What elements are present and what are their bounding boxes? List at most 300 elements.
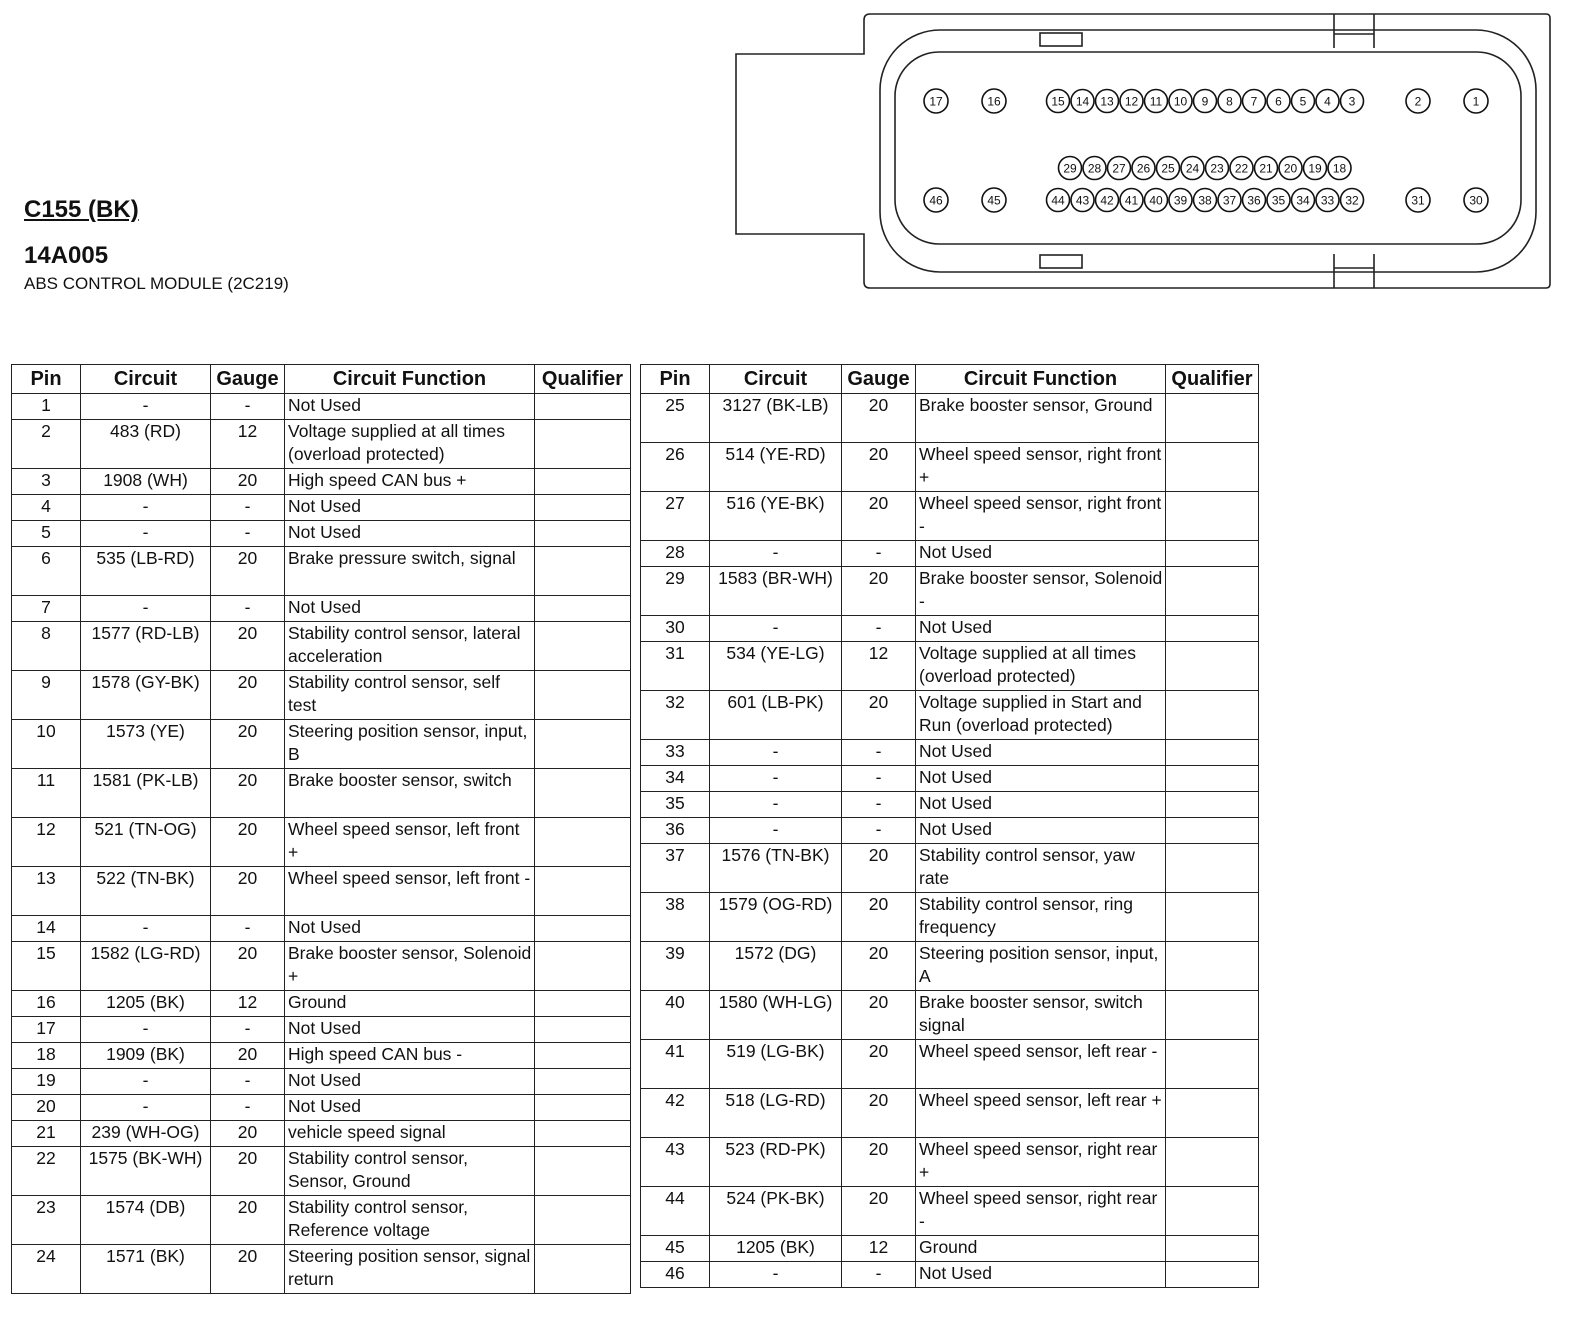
svg-text:44: 44 <box>1051 193 1065 208</box>
connector-pin-19 <box>1304 157 1327 180</box>
qualifier-cell <box>1166 1187 1259 1236</box>
function-cell: Not Used <box>285 596 535 622</box>
pin-cell: 43 <box>641 1138 710 1187</box>
svg-text:17: 17 <box>929 94 943 109</box>
svg-text:43: 43 <box>1075 193 1090 208</box>
gauge-cell: 20 <box>211 867 285 916</box>
function-cell: Steering position sensor, input, A <box>916 942 1166 991</box>
function-cell: Wheel speed sensor, right rear - <box>916 1187 1166 1236</box>
qualifier-cell <box>1166 691 1259 740</box>
table-row <box>641 443 1259 492</box>
gauge-cell: 20 <box>842 942 916 991</box>
circuit-cell: - <box>81 1017 211 1043</box>
function-cell: High speed CAN bus + <box>285 469 535 495</box>
pin-cell: 26 <box>641 443 710 492</box>
qualifier-cell <box>535 818 631 867</box>
circuit-cell: - <box>710 616 842 642</box>
svg-text:12: 12 <box>1124 94 1139 109</box>
pin-cell: 36 <box>641 818 710 844</box>
table-row <box>12 720 631 769</box>
pin-cell: 14 <box>12 916 81 942</box>
circuit-cell: 519 (LG-BK) <box>710 1040 842 1089</box>
pin-cell: 21 <box>12 1121 81 1147</box>
gauge-cell: - <box>842 818 916 844</box>
function-cell: Brake booster sensor, Solenoid - <box>916 567 1166 616</box>
table-row <box>641 1040 1259 1089</box>
qualifier-cell <box>1166 1262 1259 1288</box>
table-row <box>12 469 631 495</box>
pin-cell: 16 <box>12 991 81 1017</box>
col-header-gauge: Gauge <box>211 365 285 394</box>
qualifier-cell <box>1166 394 1259 443</box>
gauge-cell: 12 <box>842 1236 916 1262</box>
function-cell: Stability control sensor, Sensor, Ground <box>285 1147 535 1196</box>
function-cell: Wheel speed sensor, left front - <box>285 867 535 916</box>
pin-cell: 30 <box>641 616 710 642</box>
svg-text:28: 28 <box>1087 161 1102 176</box>
svg-text:15: 15 <box>1051 94 1065 109</box>
function-cell: Stability control sensor, yaw rate <box>916 844 1166 893</box>
svg-text:34: 34 <box>1296 193 1310 208</box>
qualifier-cell <box>1166 642 1259 691</box>
table-row <box>12 495 631 521</box>
function-cell: Not Used <box>285 1095 535 1121</box>
function-cell: Steering position sensor, input, B <box>285 720 535 769</box>
function-cell: Ground <box>285 991 535 1017</box>
qualifier-cell <box>1166 991 1259 1040</box>
table-row <box>12 671 631 720</box>
circuit-cell: - <box>710 792 842 818</box>
svg-text:9: 9 <box>1201 94 1209 109</box>
connector-pin-33 <box>1316 189 1339 212</box>
latch-tab-top <box>1040 33 1082 46</box>
module-description: ABS CONTROL MODULE (2C219) <box>24 274 289 293</box>
circuit-cell: 1575 (BK-WH) <box>81 1147 211 1196</box>
function-cell: Not Used <box>916 766 1166 792</box>
table-header-row <box>641 365 1259 394</box>
pin-cell: 25 <box>641 394 710 443</box>
circuit-cell: 1574 (DB) <box>81 1196 211 1245</box>
qualifier-cell <box>535 596 631 622</box>
circuit-cell: 601 (LB-PK) <box>710 691 842 740</box>
table-row <box>12 547 631 596</box>
pin-cell: 9 <box>12 671 81 720</box>
pin-cell: 3 <box>12 469 81 495</box>
circuit-cell: 1583 (BR-WH) <box>710 567 842 616</box>
connector-pin-9 <box>1194 90 1217 113</box>
function-cell: Voltage supplied at all times (overload protected) <box>916 642 1166 691</box>
table-row <box>12 1043 631 1069</box>
connector-pin-30 <box>1464 188 1488 212</box>
gauge-cell: - <box>211 394 285 420</box>
connector-pin-26 <box>1132 157 1155 180</box>
circuit-cell: - <box>81 1095 211 1121</box>
qualifier-cell <box>1166 1089 1259 1138</box>
pin-cell: 33 <box>641 740 710 766</box>
circuit-cell: - <box>81 1069 211 1095</box>
function-cell: Wheel speed sensor, left front + <box>285 818 535 867</box>
qualifier-cell <box>1166 818 1259 844</box>
table-row <box>641 492 1259 541</box>
function-cell: Wheel speed sensor, right rear + <box>916 1138 1166 1187</box>
qualifier-cell <box>535 420 631 469</box>
gauge-cell: 20 <box>842 844 916 893</box>
connector-pin-23 <box>1206 157 1229 180</box>
col-header-pin: Pin <box>641 365 710 394</box>
connector-pin-8 <box>1218 90 1241 113</box>
svg-text:42: 42 <box>1100 193 1114 208</box>
connector-pin-44 <box>1047 189 1070 212</box>
function-cell: Not Used <box>916 1262 1166 1288</box>
table-row <box>641 394 1259 443</box>
gauge-cell: 20 <box>211 769 285 818</box>
connector-pin-27 <box>1108 157 1131 180</box>
pin-cell: 1 <box>12 394 81 420</box>
table-row <box>12 622 631 671</box>
key-slot-bottom <box>1334 254 1374 288</box>
gauge-cell: - <box>211 1069 285 1095</box>
circuit-cell: 535 (LB-RD) <box>81 547 211 596</box>
table-row <box>641 541 1259 567</box>
pin-cell: 29 <box>641 567 710 616</box>
pin-cell: 12 <box>12 818 81 867</box>
connector-pin-20 <box>1279 157 1302 180</box>
qualifier-cell <box>1166 567 1259 616</box>
circuit-cell: 523 (RD-PK) <box>710 1138 842 1187</box>
connector-pin-45 <box>982 188 1006 212</box>
gauge-cell: - <box>842 792 916 818</box>
gauge-cell: 20 <box>211 818 285 867</box>
pin-cell: 13 <box>12 867 81 916</box>
pin-cell: 39 <box>641 942 710 991</box>
pin-cell: 24 <box>12 1245 81 1294</box>
connector-pin-10 <box>1169 90 1192 113</box>
table-row <box>641 893 1259 942</box>
pin-cell: 42 <box>641 1089 710 1138</box>
pin-cell: 35 <box>641 792 710 818</box>
gauge-cell: - <box>842 616 916 642</box>
pin-cell: 31 <box>641 642 710 691</box>
gauge-cell: - <box>842 541 916 567</box>
svg-text:29: 29 <box>1063 161 1077 176</box>
connector-outer-shell <box>736 14 1550 288</box>
gauge-cell: 20 <box>842 1089 916 1138</box>
connector-inner-frame <box>880 30 1536 272</box>
gauge-cell: 20 <box>211 1147 285 1196</box>
circuit-cell: 1572 (DG) <box>710 942 842 991</box>
gauge-cell: 20 <box>211 1245 285 1294</box>
table-row <box>12 1095 631 1121</box>
pin-cell: 40 <box>641 991 710 1040</box>
table-row <box>641 1138 1259 1187</box>
table-row <box>12 596 631 622</box>
qualifier-cell <box>535 495 631 521</box>
pin-cell: 8 <box>12 622 81 671</box>
table-row <box>12 916 631 942</box>
connector-pin-3 <box>1341 90 1364 113</box>
function-cell: Not Used <box>285 521 535 547</box>
svg-text:40: 40 <box>1149 193 1163 208</box>
svg-text:10: 10 <box>1173 94 1188 109</box>
pin-cell: 34 <box>641 766 710 792</box>
svg-text:3: 3 <box>1348 94 1356 109</box>
pin-cell: 41 <box>641 1040 710 1089</box>
gauge-cell: - <box>211 916 285 942</box>
circuit-cell: 1582 (LG-RD) <box>81 942 211 991</box>
gauge-cell: 20 <box>211 671 285 720</box>
function-cell: Voltage supplied at all times (overload protected) <box>285 420 535 469</box>
table-row <box>641 792 1259 818</box>
table-row <box>12 942 631 991</box>
qualifier-cell <box>1166 541 1259 567</box>
qualifier-cell <box>535 991 631 1017</box>
table-row <box>12 1069 631 1095</box>
table-row <box>12 1121 631 1147</box>
gauge-cell: 20 <box>211 622 285 671</box>
table-row <box>12 1196 631 1245</box>
function-cell: Not Used <box>285 394 535 420</box>
table-row <box>12 867 631 916</box>
qualifier-cell <box>535 942 631 991</box>
qualifier-cell <box>1166 893 1259 942</box>
svg-text:1: 1 <box>1472 94 1480 109</box>
gauge-cell: 20 <box>842 1040 916 1089</box>
connector-pin-46 <box>924 188 948 212</box>
pin-cell: 22 <box>12 1147 81 1196</box>
svg-text:2: 2 <box>1414 94 1422 109</box>
qualifier-cell <box>1166 1236 1259 1262</box>
gauge-cell: 20 <box>842 1187 916 1236</box>
table-row <box>641 1236 1259 1262</box>
table-row <box>641 616 1259 642</box>
connector-pin-35 <box>1267 189 1290 212</box>
circuit-cell: 524 (PK-BK) <box>710 1187 842 1236</box>
svg-text:23: 23 <box>1210 161 1224 176</box>
connector-pin-22 <box>1230 157 1253 180</box>
qualifier-cell <box>535 394 631 420</box>
qualifier-cell <box>1166 740 1259 766</box>
connector-pin-17 <box>924 89 948 113</box>
gauge-cell: 20 <box>842 1138 916 1187</box>
svg-text:13: 13 <box>1100 94 1114 109</box>
svg-text:45: 45 <box>987 193 1001 208</box>
svg-text:19: 19 <box>1308 161 1322 176</box>
table-row <box>12 394 631 420</box>
pin-cell: 15 <box>12 942 81 991</box>
circuit-cell: - <box>710 541 842 567</box>
function-cell: Not Used <box>916 818 1166 844</box>
svg-text:46: 46 <box>929 193 943 208</box>
gauge-cell: 20 <box>211 942 285 991</box>
svg-text:26: 26 <box>1136 161 1151 176</box>
circuit-cell: 1579 (OG-RD) <box>710 893 842 942</box>
pin-cell: 20 <box>12 1095 81 1121</box>
connector-pin-12 <box>1120 90 1143 113</box>
svg-text:25: 25 <box>1161 161 1175 176</box>
col-header-qualifier: Qualifier <box>535 365 631 394</box>
function-cell: vehicle speed signal <box>285 1121 535 1147</box>
circuit-cell: 1205 (BK) <box>81 991 211 1017</box>
svg-text:41: 41 <box>1124 193 1139 208</box>
pin-cell: 11 <box>12 769 81 818</box>
qualifier-cell <box>535 1245 631 1294</box>
connector-pin-4 <box>1316 90 1339 113</box>
circuit-cell: 1909 (BK) <box>81 1043 211 1069</box>
connector-pin-28 <box>1083 157 1106 180</box>
table-row <box>12 991 631 1017</box>
connector-pin-31 <box>1406 188 1430 212</box>
circuit-cell: - <box>710 818 842 844</box>
qualifier-cell <box>1166 942 1259 991</box>
qualifier-cell <box>1166 844 1259 893</box>
table-row <box>12 1017 631 1043</box>
gauge-cell: 12 <box>211 420 285 469</box>
connector-pin-15 <box>1047 90 1070 113</box>
table-row <box>12 420 631 469</box>
part-number: 14A005 <box>24 242 109 269</box>
svg-text:11: 11 <box>1149 94 1163 109</box>
gauge-cell: 20 <box>211 1043 285 1069</box>
pin-cell: 28 <box>641 541 710 567</box>
circuit-cell: 1571 (BK) <box>81 1245 211 1294</box>
svg-text:14: 14 <box>1075 94 1090 109</box>
svg-text:6: 6 <box>1275 94 1282 109</box>
connector-pin-6 <box>1267 90 1290 113</box>
table-row <box>641 942 1259 991</box>
circuit-cell: 3127 (BK-LB) <box>710 394 842 443</box>
qualifier-cell <box>535 622 631 671</box>
pin-cell: 27 <box>641 492 710 541</box>
pin-cell: 46 <box>641 1262 710 1288</box>
pin-cell: 10 <box>12 720 81 769</box>
circuit-cell: 516 (YE-BK) <box>710 492 842 541</box>
circuit-cell: - <box>81 916 211 942</box>
function-cell: Stability control sensor, self test <box>285 671 535 720</box>
pin-cell: 45 <box>641 1236 710 1262</box>
gauge-cell: 20 <box>211 1121 285 1147</box>
gauge-cell: 12 <box>211 991 285 1017</box>
gauge-cell: - <box>842 766 916 792</box>
table-row <box>641 1089 1259 1138</box>
qualifier-cell <box>1166 792 1259 818</box>
gauge-cell: - <box>211 495 285 521</box>
qualifier-cell <box>535 1069 631 1095</box>
col-header-circuit: Circuit <box>710 365 842 394</box>
qualifier-cell <box>535 867 631 916</box>
pin-cell: 17 <box>12 1017 81 1043</box>
function-cell: Not Used <box>916 792 1166 818</box>
connector-pin-25 <box>1157 157 1180 180</box>
col-header-qualifier: Qualifier <box>1166 365 1259 394</box>
table-row <box>641 1262 1259 1288</box>
connector-pin-40 <box>1145 189 1168 212</box>
svg-text:39: 39 <box>1173 193 1188 208</box>
function-cell: Not Used <box>285 495 535 521</box>
pin-cell: 44 <box>641 1187 710 1236</box>
table-row <box>12 1147 631 1196</box>
connector-pin-7 <box>1243 90 1266 113</box>
function-cell: Not Used <box>285 1017 535 1043</box>
circuit-cell: 483 (RD) <box>81 420 211 469</box>
svg-text:33: 33 <box>1320 193 1335 208</box>
col-header-gauge: Gauge <box>842 365 916 394</box>
col-header-pin: Pin <box>12 365 81 394</box>
pin-cell: 2 <box>12 420 81 469</box>
circuit-cell: 514 (YE-RD) <box>710 443 842 492</box>
table-row <box>641 642 1259 691</box>
function-cell: Not Used <box>916 541 1166 567</box>
circuit-cell: 1581 (PK-LB) <box>81 769 211 818</box>
gauge-cell: 20 <box>842 492 916 541</box>
circuit-cell: - <box>81 521 211 547</box>
circuit-cell: 522 (TN-BK) <box>81 867 211 916</box>
pin-cell: 37 <box>641 844 710 893</box>
function-cell: Voltage supplied in Start and Run (overload protected) <box>916 691 1166 740</box>
circuit-cell: 1577 (RD-LB) <box>81 622 211 671</box>
function-cell: Brake booster sensor, Solenoid + <box>285 942 535 991</box>
function-cell: Ground <box>916 1236 1166 1262</box>
circuit-cell: 1576 (TN-BK) <box>710 844 842 893</box>
circuit-cell: - <box>81 495 211 521</box>
table-row <box>12 521 631 547</box>
gauge-cell: - <box>211 1017 285 1043</box>
connector-pin-32 <box>1341 189 1364 212</box>
connector-pin-39 <box>1169 189 1192 212</box>
table-row <box>641 567 1259 616</box>
table-row <box>12 818 631 867</box>
table-row <box>641 1187 1259 1236</box>
col-header-circuit-function: Circuit Function <box>916 365 1166 394</box>
qualifier-cell <box>1166 1138 1259 1187</box>
table-row <box>641 818 1259 844</box>
table-row <box>641 740 1259 766</box>
function-cell: Brake pressure switch, signal <box>285 547 535 596</box>
connector-pin-37 <box>1218 189 1241 212</box>
connector-pin-41 <box>1120 189 1143 212</box>
circuit-cell: 521 (TN-OG) <box>81 818 211 867</box>
connector-pin-42 <box>1096 189 1119 212</box>
circuit-cell: - <box>81 596 211 622</box>
qualifier-cell <box>1166 1040 1259 1089</box>
pin-cell: 32 <box>641 691 710 740</box>
circuit-cell: - <box>81 394 211 420</box>
svg-text:21: 21 <box>1259 161 1273 176</box>
circuit-cell: 1580 (WH-LG) <box>710 991 842 1040</box>
gauge-cell: 20 <box>842 691 916 740</box>
key-slot-top <box>1334 14 1374 48</box>
connector-pin-36 <box>1243 189 1266 212</box>
qualifier-cell <box>535 521 631 547</box>
qualifier-cell <box>535 1196 631 1245</box>
pin-cell: 4 <box>12 495 81 521</box>
pin-cell: 38 <box>641 893 710 942</box>
gauge-cell: 20 <box>842 394 916 443</box>
qualifier-cell <box>1166 492 1259 541</box>
table-row <box>12 1245 631 1294</box>
svg-text:20: 20 <box>1283 161 1298 176</box>
function-cell: Not Used <box>916 740 1166 766</box>
gauge-cell: 20 <box>211 469 285 495</box>
pin-cell: 19 <box>12 1069 81 1095</box>
function-cell: Wheel speed sensor, right front - <box>916 492 1166 541</box>
function-cell: Stability control sensor, Reference voltage <box>285 1196 535 1245</box>
table-header-row <box>12 365 631 394</box>
function-cell: Brake booster sensor, Ground <box>916 394 1166 443</box>
svg-text:27: 27 <box>1112 161 1126 176</box>
connector-pin-29 <box>1059 157 1082 180</box>
svg-text:36: 36 <box>1247 193 1261 208</box>
qualifier-cell <box>535 469 631 495</box>
